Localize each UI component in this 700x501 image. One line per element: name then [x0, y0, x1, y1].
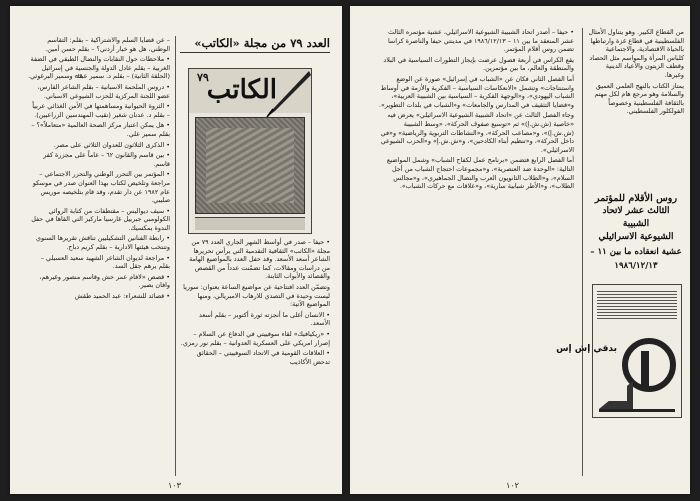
cover-photo: [195, 117, 305, 214]
paragraph: • اﻟﻤﺆﺗﻤﺮ ﺑﻴﻦ اﻟﺘﺤﺮر اﻟﻮﻃﻨﻲ واﻟﺘﺤﺮر اﻻﺟﺘﻤﺎﻋﻲ – ﻣﺮاﺟﻌﺔ وﺗﻠﺨﻴﺺ ﻟﻜﺘﺎب ﺑﻬﺬا اﻟﻌﻨﻮان ﺻﺪر ﻓﻲ ﻣﻮﺳﻜﻮ ﻋﺎم ١٩٨٢ ﻋﻦ دار ﺗﻘﺪم، وﻗﺪ ﻗﺎم ﺑﺘﻠﺨﻴﺼﻪ ﻣﻮرﻳﺲ ﺻﻠﻴﺒﻲ.: [32, 170, 170, 205]
cover-footer-band: [195, 217, 305, 230]
left-page-inner-column: [180, 238, 330, 478]
conference-poster-image: [556, 284, 682, 418]
left-page: [10, 6, 342, 494]
cover-photo-detail: [206, 128, 294, 203]
article-heading: [180, 36, 330, 53]
paragraph: • اﻟﺬﻛﺮى اﻟﺜﻼﺛﻮن ﻟﻠﻌﺪوان اﻟﺜﻼﺛﻲ ﻋﻠﻰ ﻣﺼﺮ.: [53, 140, 170, 149]
paragraph: • ﺣﻴﻔﺎ – أﺻﺪر اﺗﺤﺎد اﻟﺸﺒﻴﺒﺔ اﻟﺸﻴﻮﻋﻴﺔ اﻻﺳﺮاﺋﻴﻠﻲ، ﻋﺸﻴﺔ ﻣﺆﺗﻤﺮه اﻟﺜﺎﻟﺚ ﻋﺸﺮ اﻟﻤﻨﻌﻘﺪ ﻣﺎ ﺑﻴﻦ ١١ – ١٩٨٦/١٢/١٣ ﻓﻲ ﻣﺪﻳﻨﺘﻲ ﺣﻴﻔﺎ واﻟﻨﺎﺻﺮة ﻛﺮاﺳﺎ ﺗﻀﻤﻦ روﺱ أﻗﻼم اﻟﻤﺆﺗﻤﺮ.: [387, 28, 574, 54]
magazine-cover-image: [188, 68, 312, 234]
cover-issue-number: ٧٩: [197, 71, 209, 84]
paragraph: • ﻫﻞ ﻳﻤﻜﻦ اﻋﺘﺒﺎر ﻣﺮﻛﺰ اﻟﺼﺤﺔ اﻟﻌﺎﻟﻤﻴﺔ «ﻣﺘﻌﺎﻣﻼً»؟ – ﺑﻘﻠﻢ ﺳﻤﻴﺮ ﻋﻠﻲ.: [31, 121, 170, 138]
article-heading-text: العدد ٧٩ من مجلة «الكاتب»: [194, 36, 330, 50]
heading-line: روﺱ اﻷﻗﻼم ﻟﻠﻤﺆﺗﻤﺮ: [594, 193, 678, 204]
paragraph: وﺟﺎء اﻟﻔﺼﻞ اﻟﺜﺎﻟﺚ ﻋﻦ «اﺗﺤﺎد اﻟﺸﺒﻴﺒﺔ اﻟﺸﻴﻮﻋﻴﺔ اﻻﺳﺮاﺋﻴﻠﻲ» ﻳﻌﺮض ﻓﻴﻪ «ﺧﺎﺻﻴﺔ (ش.ش.إ)» ﺛﻢ «ﺗﻮﺳﻴﻊ ﺻﻔﻮف اﻟﺤﺮﻛﺔ»، «وﺳﻂ اﻟﺸﺒﻴﺒﺔ (ش.ش.إ)»، و«ﻣﺼﺎﻋﺐ اﻟﺤﺮﻛﺔ»، و«اﻟﻨﺸﺎﻃﺎت اﻟﺘﺮﺑﻮﻳﺔ واﻟﺮﻳﺎﺿﻴﺔ» و«ﻓﻲ داﺧﻞ اﻟﺤﺮﻛﺔ»، و«ﺗﻨﻈﻴﻢ أﺑﻨﺎء اﻟﻜﺎدﺣﻴﻦ»، و«ش.ش.إ» و«اﻟﺤﺰب اﻟﺸﻴﻮﻋﻲ اﻻﺳﺮاﺋﻴﻠﻲ».: [380, 111, 574, 154]
paragraph: • ﻗﺼﺎﺋﺪ ﻟﻠﺸﻌﺮاء: ﻋﺒﺪ اﻟﺤﻤﻴﺪ ﻃﻘﺶ: [74, 292, 170, 301]
paragraph: أﻣﺎ اﻟﻔﺼﻞ اﻟﺜﺎﻧﻲ ﻓﻜﺎن ﻋﻦ «اﻟﺸﺒﺎب ﻓﻲ إﺳﺮاﺋﻴﻞ» ﺻﻮرة ﻋﻦ اﻟﻮﺿﻊ واﺳﺘﻨﺘﺎﺟﺎت» وﺗﺸﻤﻞ «اﻻﻧﻌﻜﺎﺳﺎت اﻟﺴﻴﺎﺳﻴﺔ – اﻟﻔﻜﺮﻳﺔ واﻷزﻣﺔ ﻓﻲ أوﺳﺎط اﻟﺸﺒﺎب اﻟﻴﻬﻮدي»، و«اﻟﻮﺟﻬﺔ اﻟﻔﻜﺮﻳﺔ – اﻟﺴﻴﺎﺳﻴﺔ ﺑﻴﻦ اﻟﺸﺒﻴﺒﺔ اﻟﻌﺮﺑﻴﺔ»، و«ﻗﻀﺎﻳﺎ اﻟﺘﺜﻘﻴﻒ ﻓﻲ اﻟﻤﺪارس واﻟﺠﺎﻣﻌﺎت» و«اﻟﺸﺒﺎب ﻓﻲ ﺑﻠﺪات اﻟﺘﻄﻮﻳﺮ».: [378, 74, 574, 109]
paragraph: • دروس اﻟﻤﻠﺤﻤﺔ اﻻﺳﺒﺎﻧﻴﺔ – ﺑﻘﻠﻢ اﻟﺸﺎﻋﺮ اﻟﻔﺎرس، ﻋﻀﻮ اﻟﻠﺠﻨﺔ اﻟﻤﺮﻛﺰﻳﺔ ﻟﻠﺤﺰب اﻟﺸﻴﻮﻋﻲ اﻻﺳﺒﺎﻧﻲ.: [37, 82, 170, 100]
poster-text-block: [597, 289, 677, 319]
paragraph: • راﺑﻄﺔ اﻟﻔﻨﺎﻧﻴﻦ اﻟﺘﺸﻜﻴﻠﻴﻴﻦ ﺗﻨﺎﻗﺶ ﺗﻘﺮﻳﺮﻫﺎ اﻟﺴﻨﻮي وﺗﻨﺘﺨﺐ ﻫﻴﺌﺘﻬﺎ اﻻدارﻳﺔ – ﺑﻘﻠﻢ ﻛﺮﻳﻢ دﺑﺎح.: [36, 234, 170, 252]
paragraph: • ﺣﻴﻔﺎ – ﺻﺪر ﻓﻲ أواﺳﻂ اﻟﺸﻬﺮ اﻟﺠﺎري اﻟﻌﺪد ٧٩ ﻣﻦ ﻣﺠﻠﺔ «اﻟﻜﺎﺗﺐ» اﻟﺜﻘﺎﻓﻴﺔ اﻟﺘﻘﺪﻣﻴﺔ اﻟﺘﻲ ﻳﺮأس ﺗﺤﺮﻳﺮﻫﺎ اﻟﺸﺎﻋﺮ أﺳﻌﺪ اﻷﺳﻌﺪ. وﻗﺪ ﺣﻔﻞ اﻟﻌﺪد ﺑﺎﻟﻤﻮاﺿﻴﻊ اﻟﻬﺎﻣﺔ ﻣﻦ دراﺳﺎت وﻣﻘﺎﻻت، ﻛﻤﺎ ﺗﻀﻤّﻨﺖ ﻋﺪداً ﻣﻦ اﻟﻘﺼﺺ واﻟﻘﺼﺎﺋﺪ واﻷﺑﻮاب اﻟﺜﺎﺑﺘﺔ.: [189, 238, 330, 281]
article-heading: [588, 192, 684, 272]
poster-logo-text: ﺑﺪﻗﻲ إش إس: [556, 344, 617, 354]
heading-line: اﻟﺜﺎﻟﺚ ﻋﺸﺮ ﻻﺗﺤﺎد اﻟﺸﺒﻴﺒﺔ: [602, 206, 670, 229]
paragraph: • ﻗﺼﺺ «ﻻﻓﺎم ﻋﻤﺮ ﺣﺶ وﻗﺎﺳﻢ ﻣﻨﺼﻮر وﻏﻴﺮﻫﻢ، واﻓﺎن ﺑﺼﻴﺮ.: [39, 272, 170, 290]
paragraph: • «رﻳﻜﻴﺎﻓﻴﻚ» ﻟﻘﺎء ﺳﻮﻓﻴﻴﺘﻲ ﻓﻲ اﻟﺪﻓﺎع ﻋﻦ اﻟﺴﻼم – إﺻﺮار اﻣﺮﻳﻜﻲ ﻋﻠﻰ اﻟﻌﺴﻜﺮﻳﺔ اﻟﻌﺪواﻧﻴﺔ – ﺑﻘﻠﻢ ﻧﻮر رﻣﺰي.: [180, 329, 330, 347]
paragraph: أﻣﺎ اﻟﻔﺼﻞ اﻟﺮاﺑﻊ ﻓﺘﻀﻤﻦ «ﺑﺮﻧﺎﻣﺞ ﻋﻤﻞ ﻟﻜﻔﺎح اﻟﺸﺒﺎب» وﺷﻤﻞ اﻟﻤﻮاﺿﻴﻊ اﻟﺘﺎﻟﻴﺔ: «اﻟﻮﺣﺪة ﺿﺪ اﻟﻌﻨﺼﺮﻳﺔ»، و«ﻣﺠﻤﻮﻋﺎت اﺣﺘﺠﺎج اﻟﺸﺒﺎب ﻣﻦ أﺟﻞ اﻟﺴﻼم»، و«اﻟﻄﻼب اﻟﺜﺎﻧﻮﻳﻮن اﻟﻌﺮب واﻟﻨﻀﺎل اﻟﺠﻤﺎﻫﻴﺮي»، و«ﻣﺠﺎﻟﺲ اﻟﻄﻼب»، و«اﻷﻃﺮ ﺷﺒﺎﺑﻴﺔ ﺳﺎرﻳﺔ»، و«ﻋﻼﻗﺎت ﻣﻊ ﺣﺮﻛﺎت اﻟﺸﺒﺎب».: [386, 156, 574, 191]
paragraph: ﻳﻘﻊ اﻟﻜﺮاس ﻓﻲ أرﺑﻌﺔ ﻓﺼﻮل ﻋﺮﺿﺖ ﺑﺈﻳﺠﺎز اﻟﺘﻄﻮرات اﻟﺴﻴﺎﺳﻴﺔ ﻓﻲ اﻟﺒﻼد واﻟﻤﻨﻄﻘﺔ واﻟﻌﺎﻟﻢ، ﻣﺎ ﺑﻴﻦ ﻣﺆﺗﻤﺮﻳﻦ.: [383, 55, 574, 73]
column-divider: [175, 36, 176, 476]
right-page-outer-column: [588, 28, 684, 188]
poster-logo-icon: [556, 321, 681, 415]
heading-line: اﻟﺸﻴﻮﻋﻴﺔ اﻻﺳﺮاﺋﻴﻠﻲ: [598, 232, 674, 242]
paragraph: ﻣﻦ اﻟﻘﻄﺎع اﻟﻜﺒﻴﺮ. وﻫﻮ ﻳﺘﻨﺎول اﻷﻣﺜﺎل اﻟﻔﻠﺴﻄﻴﻨﻴﺔ ﻓﻲ ﻗﻄﺎع ﻏﺰة وارﺗﺒﺎﻃﻬﺎ ﺑﺎﻟﺤﻴﺎة اﻻﻗﺘﺼﺎدﻳﺔ، واﻻﺟﺘﻤﺎﻋﻴﺔ ﻛﻠﺒﺎس اﻟﻤﺮأة واﻟﻤﻮاﺳﻢ ﻣﺜﻞ اﻟﺤﺼﺎد وﻗﻄﻒ اﻟﺰﻳﺘﻮن واﻷﻋﻴﺎد اﻟﺪﻳﻨﻴﺔ وﻏﻴﺮﻫﺎ.: [588, 28, 684, 79]
paragraph: • اﻟﻌﻼﻗﺎت اﻟﻘﻮﻣﻴﺔ ﻓﻲ اﻻﺗﺤﺎد اﻟﺴﻮﻓﻴﻴﺘﻲ – اﻟﺤﻘﺎﺋﻖ ﺗﺪﺣﺾ اﻷﻛﺎذﻳﺐ: [196, 349, 330, 366]
cover-title: الكاتب: [206, 75, 277, 105]
page-number: ١٠٣: [168, 481, 181, 490]
page-number: ١٠٢: [506, 481, 519, 490]
left-page-outer-column: [28, 36, 170, 476]
paragraph: • اﻟﺜﺮوة اﻟﺤﻴﻮاﻧﻴﺔ وﻣﺴﺎﻫﻤﺘﻬﺎ ﻓﻲ اﻷﻣﻦ اﻟﻐﺬاﺋﻲ ﻋﺮﺑﻴﺎً – ﺑﻘﻠﻢ د. ﻋﺪﻧﺎن ﺷﻐﻴﺮ (ﻧﻘﻴﺐ اﻟﻤﻬﻨﺪﺳﻴﻦ اﻟﺰراﻋﻴﻴﻦ).: [32, 102, 170, 119]
paragraph: ﻳﻤﺘﺎز اﻟﻜﺘﺎب ﺑﺎﻟﻨﻬﺞ اﻟﻌﻠﻤﻲ اﻟﻌﻤﻴﻖ واﻟﺴﻼﻣﺔ وﻫﻮ ﻣﺮﺟﻊ ﻫﺎم ﻟﻜﻞ ﻣﻬﺘﻢ ﺑﺎﻟﺜﻘﺎﻓﺔ اﻟﻔﻠﺴﻄﻴﻨﻴﺔ وﺧﺼﻮﺻﺎً اﻟﻔﻮﻟﻜﻠﻮر اﻟﻔﻠﺴﻄﻴﻨﻲ.: [594, 81, 684, 116]
paragraph: • ﺳﻴﻒ دﻳﻮاﻟﻴﺲ – ﻣﻘﺘﻄﻔﺎت ﻣﻦ ﻛﺘﺎﺑﺔ اﻟﺮواﺋﻲ اﻟﻜﻮﻟﻮﻣﺒﻲ ﺟﺒﺮﻳﻴﻞ ﻏﺎرﺳﻴﺎ ﻣﺎرﻛﻴﺰ اﻟﺘﻲ اﻟﻘﺎﻫﺎ ﻓﻲ ﺣﻔﻞ اﻟﻨﺪوة ﺑﻤﻜﺴﻴﻚ.: [31, 206, 170, 232]
heading-underline: [180, 52, 330, 53]
column-divider: [582, 28, 583, 476]
right-page: [350, 6, 690, 494]
paragraph: • ﻣﺮاﺟﻌﺔ ﻟﺪﻳﻮان اﻟﺸﺎﻋﺮ اﻟﺸﻬﻴﺪ ﺳﻌﻴﺪ اﻟﻌﺴﻴﻠﻲ – ﺑﻘﻠﻢ ﻳﺮﻫﻢ ﺟﻘﻞ اﻟﺴﺪ.: [40, 253, 170, 271]
paragraph: وﺗﻀﻤّﻦ اﻟﻌﺪد اﻓﺘﺘﺎﺣﻴﺔ ﻋﻦ ﻣﻮاﺿﻴﻊ اﻟﺴﺎﻋﺔ ﺑﻌﻨﻮان: ﺳﻮرﻳﺎ ﻟﻴﺴﺖ وﺣﻴﺪة ﻓﻲ اﻟﺘﺼﺪي ﻟﻼرﻫﺎب اﻻﻣﺒﺮﻳﺎﻟﻲ، وﻣﻨﻬﺎ اﻟﻤﻮاﺿﻴﻊ اﻵﺗﻴﺔ:: [183, 282, 330, 309]
paragraph: • ﻣﻼﺣﻈﺎت ﺣﻮل اﻟﻨﻘﺎﺑﺎت واﻟﻨﻀﺎل اﻟﻄﺒﻘﻲ ﻓﻲ اﻟﻀﻔﺔ اﻟﻐﺮﺑﻴﺔ – ﺑﻘﻠﻢ ﻋﺎدل اﻟﺪوﻟﺔ واﻟﺠﻨﺴﻴﺔ ﻓﻲ إﺳﺮاﺋﻴﻞ (اﻟﺤﻠﻘﺔ اﻟﺜﺎﻧﻴﺔ) – ﺑﻘﻠﻢ د. ﺳﻤﻴﺮ ﻋﺒﺪﷲ وﺳﻤﻴﺮ اﻟﺒﺮﻏﻮﺛﻲ.: [28, 55, 170, 81]
paragraph: • ﺑﻴﻦ ﻗﺎﺳﻢ واﻟﻘﺎﻧﻮن ٦٢ – ﻋﺎﻣﺎً ﻋﻠﻰ ﻣﺠﺰرة ﻛﻔﺮ ﻗﺎﺳﻢ.: [43, 151, 170, 168]
heading-line: ﻋﺸﻴﺔ اﻧﻌﻘﺎده ﻣﺎ ﺑﻴﻦ ١١ –: [590, 247, 682, 257]
paragraph: • اﻻﻧﺴﺎن أﻏﻠﻰ ﻣﺎ أﻧﺠﺰﺗﻪ ﺛﻮرة أﻛﺘﻮﺑﺮ – ﺑﻘﻠﻢ أﺳﻌﺪ اﻷﺳﻌﺪ.: [199, 310, 330, 328]
paragraph: – عن ﻗﻀﺎﻳﺎ اﻟﺴﻠﻢ واﻻﺷﺘﺮاﻛﻴﺔ – ﺑﻘﻠﻢ: اﻟﺘﻘﺎﺳﻢ اﻟﻮﻃﻨﻲ، ﻫﻞ ﻫﻮ ﺧﻴﺎر أردني؟ – ﺑﻘﻠﻢ ﺣﺴﻦ أﻣﻴﻦ.: [45, 36, 170, 53]
right-page-inner-column: [374, 28, 574, 476]
heading-line: ١٩٨٦/١٢/١٣: [614, 261, 658, 271]
